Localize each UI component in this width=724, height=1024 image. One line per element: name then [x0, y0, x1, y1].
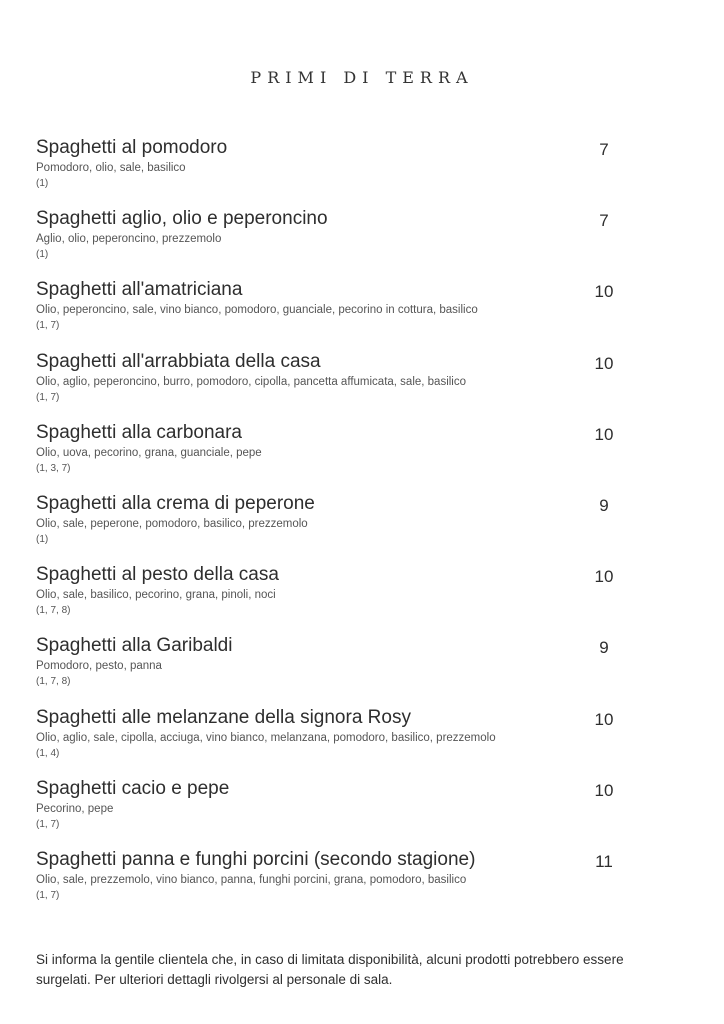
item-ingredients: Olio, sale, peperone, pomodoro, basilico, prezzemolo [36, 517, 308, 530]
item-price: 10 [594, 424, 614, 444]
menu-item [36, 492, 676, 563]
item-allergens: (1) [36, 178, 49, 189]
item-price: 9 [599, 638, 609, 658]
availability-notice: Si informa la gentile clientela che, in caso di limitata disponibilità, alcuni prodotti potrebbero essere surgelati. Per ulteriori dettagli rivolgersi al personale di sala. [36, 952, 624, 987]
item-name: Spaghetti alla carbonara [36, 421, 242, 443]
item-allergens: (1, 7, 8) [36, 605, 71, 617]
item-ingredients: Pomodoro, pesto, panna [36, 660, 162, 673]
item-price: 7 [599, 140, 609, 159]
menu-item [36, 777, 676, 848]
item-name: Spaghetti al pesto della casa [36, 564, 279, 586]
menu-item [36, 207, 676, 278]
item-price: 9 [599, 495, 609, 515]
item-allergens: (1, 7) [36, 889, 60, 901]
menu-item [36, 136, 676, 207]
item-allergens: (1) [36, 249, 49, 261]
item-name: Spaghetti cacio e pepe [36, 777, 230, 799]
item-name: Spaghetti panna e funghi porcini (secondo stagione) [36, 848, 476, 870]
item-price: 10 [594, 282, 614, 302]
item-ingredients: Aglio, olio, peperoncino, prezzemolo [36, 233, 222, 246]
menu-item [36, 563, 676, 634]
menu-item [36, 350, 676, 421]
item-allergens: (1, 4) [36, 747, 60, 759]
menu-list [36, 136, 676, 919]
item-price: 10 [594, 780, 614, 800]
item-ingredients: Olio, sale, prezzemolo, vino bianco, panna, funghi porcini, grana, pomodoro, basilico [36, 873, 467, 886]
item-name: Spaghetti all'arrabbiata della casa [36, 350, 321, 372]
item-name: Spaghetti all'amatriciana [36, 279, 243, 301]
item-allergens: (1, 3, 7) [36, 462, 71, 474]
item-ingredients: Olio, peperoncino, sale, vino bianco, pomodoro, guanciale, pecorino in cottura, basilico [36, 304, 478, 317]
item-ingredients: Pomodoro, olio, sale, basilico [36, 162, 186, 174]
item-ingredients: Olio, sale, basilico, pecorino, grana, pinoli, noci [36, 589, 276, 602]
item-allergens: (1, 7, 8) [36, 676, 71, 688]
item-price: 7 [599, 211, 609, 231]
item-name: Spaghetti alle melanzane della signora Rosy [36, 706, 411, 728]
item-ingredients: Pecorino, pepe [36, 802, 114, 815]
section-title: PRIMI DI TERRA [250, 68, 474, 87]
item-name: Spaghetti alla crema di peperone [36, 492, 315, 514]
item-price: 10 [594, 709, 614, 729]
item-name: Spaghetti alla Garibaldi [36, 635, 233, 657]
item-allergens: (1, 7) [36, 391, 60, 403]
menu-item [36, 848, 676, 919]
menu-item [36, 421, 676, 492]
item-allergens: (1, 7) [36, 818, 60, 830]
item-ingredients: Olio, uova, pecorino, grana, guanciale, pepe [36, 446, 262, 459]
menu-item [36, 634, 676, 705]
item-ingredients: Olio, aglio, peperoncino, burro, pomodoro, cipolla, pancetta affumicata, sale, basilico [36, 375, 467, 388]
item-ingredients: Olio, aglio, sale, cipolla, acciuga, vino bianco, melanzana, pomodoro, basilico, prezzemolo [36, 731, 496, 744]
item-price: 11 [595, 851, 613, 871]
item-name: Spaghetti aglio, olio e peperoncino [36, 208, 328, 230]
item-price: 10 [594, 353, 614, 373]
menu-item [36, 706, 676, 777]
item-name: Spaghetti al pomodoro [36, 137, 228, 158]
item-allergens: (1) [36, 533, 49, 545]
item-allergens: (1, 7) [36, 320, 60, 332]
menu-item [36, 278, 676, 349]
item-price: 10 [594, 567, 614, 587]
